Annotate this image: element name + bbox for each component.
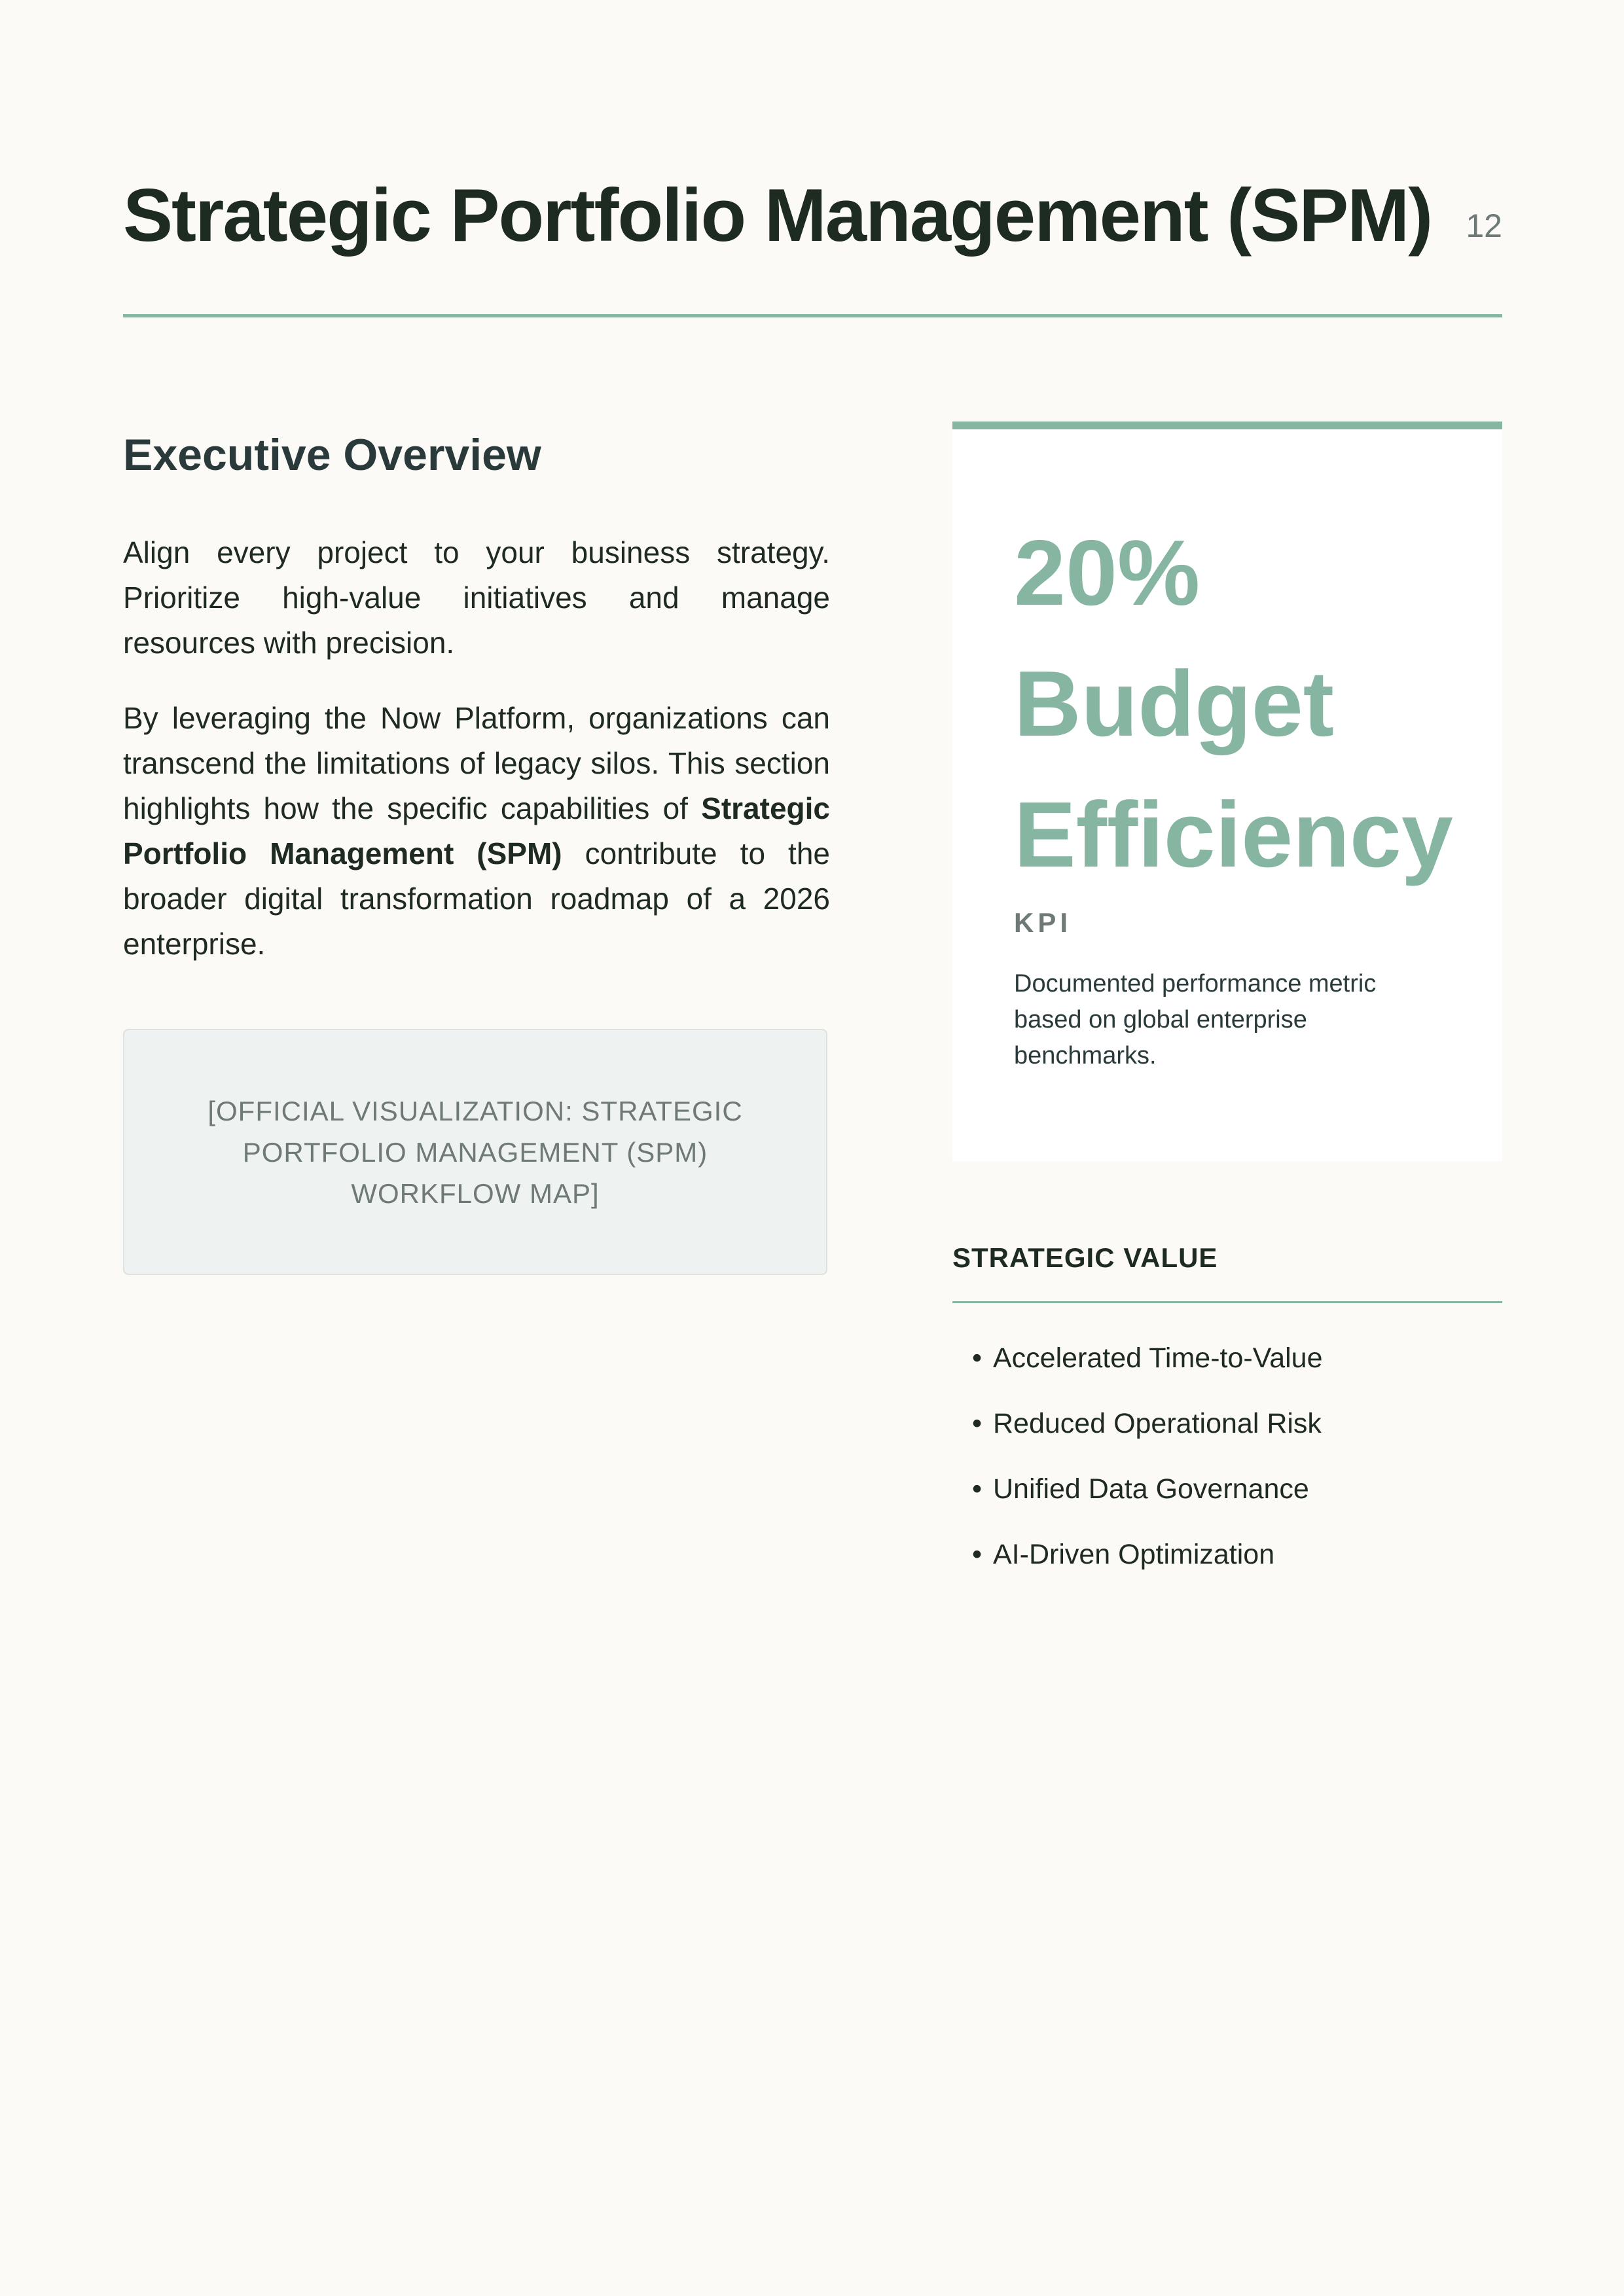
- executive-overview-section: [123, 419, 830, 1275]
- list-item-label: AI-Driven Optimization: [993, 1539, 1275, 1570]
- list-item-label: Accelerated Time-to-Value: [993, 1342, 1323, 1374]
- bullet-icon: •: [972, 1408, 983, 1439]
- visualization-placeholder: [123, 1029, 827, 1275]
- kpi-description: Documented performance metric based on global enterprise benchmarks.: [1014, 970, 1377, 1069]
- kpi-label: KPI: [1014, 907, 1072, 938]
- overview-paragraph-1: Align every project to your business strategy. Prioritize high-value initiatives and manage resources with precision.: [123, 535, 830, 660]
- document-page: [123, 0, 1502, 2296]
- page-number: 12: [1466, 207, 1502, 244]
- bullet-icon: •: [972, 1342, 983, 1374]
- strategic-value-list: [952, 1338, 1502, 1600]
- list-item: [952, 1469, 1502, 1509]
- overview-paragraph-2: [123, 696, 830, 967]
- paragraph-text: By leveraging the Now Platform, organizations can transcend the limitations of legacy silos. This section highlights how the specific capabilities of: [123, 701, 830, 825]
- paragraph-bold-text: Strategic Portfolio Management (SPM): [123, 791, 830, 870]
- section-heading: Executive Overview: [123, 430, 541, 480]
- page-title: Strategic Portfolio Management (SPM): [123, 174, 1432, 257]
- list-item: [952, 1404, 1502, 1443]
- header-divider: [123, 314, 1502, 317]
- visualization-placeholder-text: [OFFICIAL VISUALIZATION: STRATEGIC PORTFOLIO MANAGEMENT (SPM) WORKFLOW MAP]: [208, 1095, 743, 1209]
- bullet-icon: •: [972, 1539, 983, 1570]
- page-header: [123, 167, 1502, 265]
- list-item-label: Unified Data Governance: [993, 1473, 1309, 1505]
- kpi-card: [952, 422, 1502, 1161]
- list-item: [952, 1535, 1502, 1574]
- list-item-label: Reduced Operational Risk: [993, 1408, 1322, 1439]
- bullet-icon: •: [972, 1473, 983, 1505]
- list-item: [952, 1338, 1502, 1378]
- strategic-value-divider: [952, 1301, 1502, 1303]
- kpi-value: 20% Budget Efficiency: [1014, 521, 1453, 887]
- paragraph-text: contribute to the broader digital transformation roadmap of a 2026 enterprise.: [123, 836, 830, 961]
- strategic-value-heading: STRATEGIC VALUE: [952, 1242, 1218, 1273]
